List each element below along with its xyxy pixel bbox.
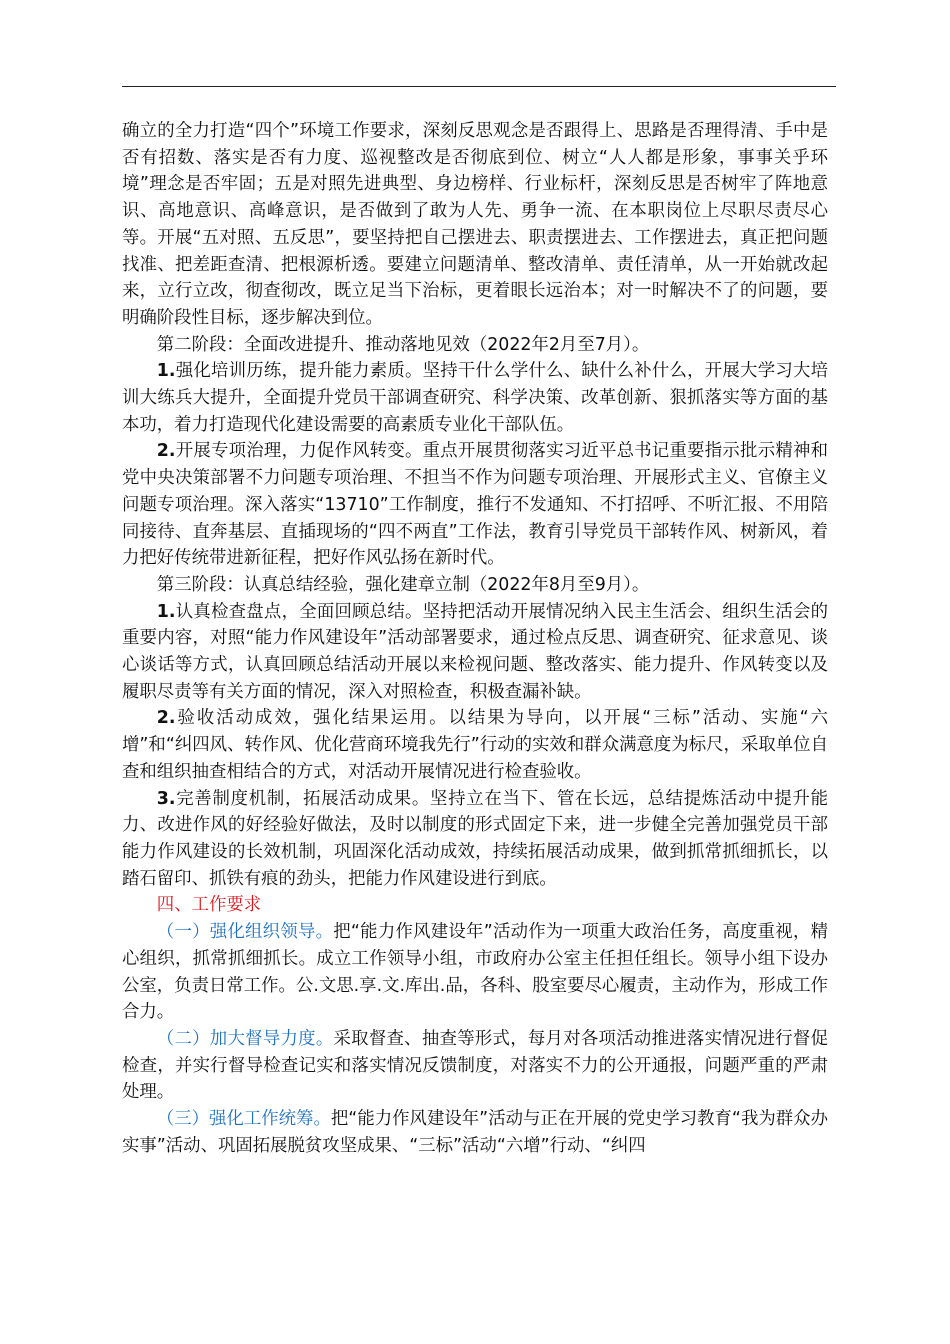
- paragraph: 确立的全力打造“四个”环境工作要求，深刻反思观念是否跟得上、思路是否理得清、手中是否有招数、落实是否有力度、巡视整改是否彻底到位、树立“人人都是形象，事事关乎环境”理念是否牢固；五是对照先进典型、身边榜样、行业标杆，深刻反思是否树牢了阵地意识、高地意识、高峰意识，是否做到了敢为人先、勇争一流、在本职岗位上尽职尽责尽心等。开展“五对照、五反思”，要坚持把自己摆进去、职责摆进去、工作摆进去，真正把问题找准、把差距查清、把根源析透。要建立问题清单、整改清单、责任清单，从一开始就改起来，立行立改，彻查彻改，既立足当下治标，更着眼长远治本；对一时解决不了的问题，要明确阶段性目标，逐步解决到位。: [122, 121, 828, 328]
- section-heading: 四、工作要求: [156, 895, 262, 916]
- subheading: （三）强化工作统筹。: [156, 1109, 331, 1130]
- paragraph: （三）强化工作统筹。把“能力作风建设年”活动与正在开展的党史学习教育“我为群众办实事”活动、巩固拓展脱贫攻坚成果、“三标”活动“六增”行动、“纠四: [122, 1109, 828, 1156]
- paragraph: （二）加大督导力度。采取督查、抽查等形式，每月对各项活动推进落实情况进行督促检查，并实行督导检查记实和落实情况反馈制度，对落实不力的公开通报，问题严重的严肃处理。: [122, 1028, 828, 1103]
- paragraph: 1.认真检查盘点，全面回顾总结。坚持把活动开展情况纳入民主生活会、组织生活会的重要内容，对照“能力作风建设年”活动部署要求，通过检点反思、调查研究、征求意见、谈心谈话等方式，认真回顾总结活动开展以来检视问题、整改落实、能力提升、作风转变以及履职尽责等有关方面的情况，深入对照检查，积极查漏补缺。: [122, 601, 828, 702]
- item-number: 3.: [156, 788, 176, 809]
- item-number: 2.: [156, 708, 176, 729]
- item-number: 2.: [156, 441, 176, 462]
- phase-three-heading: 第三阶段：认真总结经验，强化建章立制（2022年8月至9月）。: [156, 574, 650, 595]
- paragraph: 2.验收活动成效，强化结果运用。以结果为导向，以开展“三标”活动、实施“六增”和“纠四风、转作风、优化营商环境我先行”行动的实效和群众满意度为标尺，采取单位自查和组织抽查相结合的方式，对活动开展情况进行检查验收。: [122, 708, 828, 782]
- paragraph: 1.强化培训历练，提升能力素质。坚持干什么学什么、缺什么补什么，开展大学习大培训大练兵大提升，全面提升党员干部调查研究、科学决策、改革创新、狠抓落实等方面的基本功，着力打造现代化建设需要的高素质专业化干部队伍。: [122, 361, 828, 435]
- paragraph: 2.开展专项治理，力促作风转变。重点开展贯彻落实习近平总书记重要指示批示精神和党中央决策部署不力问题专项治理、不担当不作为问题专项治理、开展形式主义、官僚主义问题专项治理。深入落实“13710”工作制度，推行不发通知、不打招呼、不听汇报、不用陪同接待、直奔基层、直插现场的“四不两直”工作法，教育引导党员干部转作风、树新风，着力把好传统带进新征程，把好作风弘扬在新时代。: [122, 441, 828, 569]
- paragraph: （一）强化组织领导。把“能力作风建设年”活动作为一项重大政治任务，高度重视，精心组织，抓常抓细抓长。成立工作领导小组，市政府办公室主任担任组长。领导小组下设办公室，负责日常工作。公.文思.享.文.库出.品，各科、股室要尽心履责，主动作为，形成工作合力。: [122, 922, 828, 1023]
- item-number: 1.: [156, 601, 176, 622]
- paragraph: 3.完善制度机制，拓展活动成果。坚持立在当下、管在长远，总结提炼活动中提升能力、改进作风的好经验好做法，及时以制度的形式固定下来，进一步健全完善加强党员干部能力作风建设的长效机制，巩固深化活动成效，持续拓展活动成果，做到抓常抓细抓长，以踏石留印、抓铁有痕的劲头，把能力作风建设进行到底。: [122, 788, 828, 889]
- subheading: （一）强化组织领导。: [156, 922, 334, 943]
- item-number: 1.: [156, 361, 176, 382]
- phase-two-heading: 第二阶段：全面改进提升、推动落地见效（2022年2月至7月）。: [156, 334, 650, 355]
- subheading: （二）加大督导力度。: [156, 1028, 334, 1049]
- header-rule: [122, 86, 836, 87]
- document-body: [122, 118, 828, 1159]
